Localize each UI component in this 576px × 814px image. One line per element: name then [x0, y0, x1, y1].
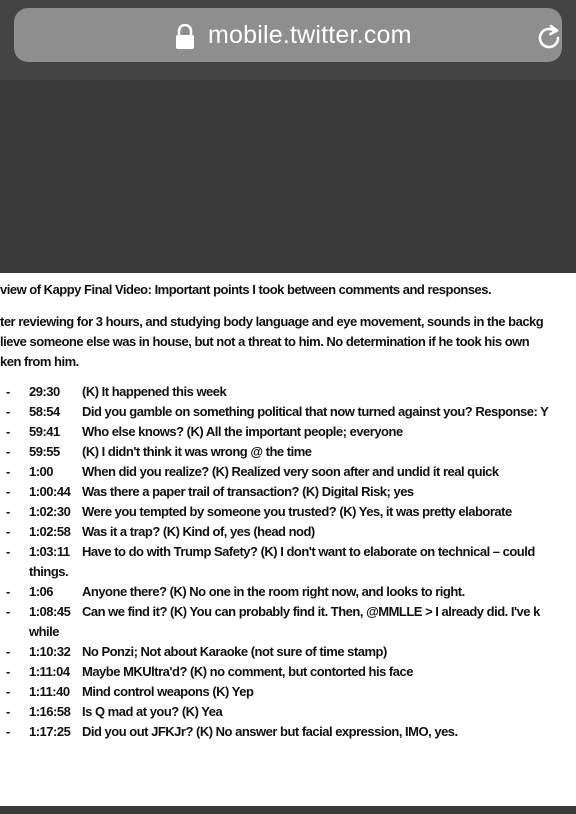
timestamp: 58:54 — [29, 404, 60, 419]
timestamp: 1:11:40 — [29, 684, 70, 699]
entry-continuation: while — [29, 624, 60, 639]
timestamp: 1:02:30 — [29, 504, 71, 519]
intro-line-3: ken from him. — [0, 354, 79, 369]
timestamp: 1:03:11 — [29, 544, 70, 559]
entry-text: Who else knows? (K) All the important people; everyone — [82, 424, 403, 439]
entry-text: (K) I didn't think it was wrong @ the time — [82, 444, 312, 459]
timestamp: 1:00:44 — [29, 484, 71, 499]
lock-icon — [174, 24, 196, 50]
entry-text: Anyone there? (K) No one in the room right now, and looks to right. — [82, 584, 465, 599]
timestamp: 1:00 — [29, 464, 54, 479]
reload-icon[interactable] — [534, 23, 564, 53]
url-text[interactable]: mobile.twitter.com — [208, 21, 412, 49]
entry-text: Is Q mad at you? (K) Yea — [82, 704, 223, 719]
page-header-area — [0, 80, 576, 273]
browser-top-bar — [0, 0, 576, 80]
timestamp: 1:11:04 — [29, 664, 70, 679]
timestamp: 59:55 — [29, 444, 60, 459]
entry-continuation: things. — [29, 564, 69, 579]
intro-line-1: ter reviewing for 3 hours, and studying body language and eye movement, sounds in the backg — [0, 314, 544, 329]
entry-text: Have to do with Trump Safety? (K) I don't want to elaborate on technical – could — [82, 544, 535, 559]
document-image: view of Kappy Final Video: Important points I took between comments and responses. ter reviewing for 3 hours, and studying body language and eye movement, sounds in the backg lieve someone else was in house, but not a threat to him. No determination if he took his own ken from him. - 29:30 (K) It happened this week - 58:54 Did you gamble on something political that now turned against you? Response: Y - 59:41 Who else knows? (K) All the important people; everyone - 59:55 (K) I didn't think it was wrong @ the time - 1:00 When did you realize? (K) Realized very soon after and undid it real quick - 1:00:44 Was there a paper trail of transaction? (K) Digital Risk; yes - 1:02:30 Were you tempted by someone you trusted? (K) Yes, it was pretty elaborate - 1:02:58 Was it a trap? (K) Kind of, yes (head nod) - 1:03:11 Have to do with Trump Safety? (K) I don't want to elaborate on technical – could things. - 1:06 Anyone there? (K) No one in the room right now, and looks to right. - 1:08:45 Can we find it? (K) You can probably find it. Then, @MMLLE > I already did. I've k while - 1:10:32 No Ponzi; Not about Karaoke (not sure of time stamp) - 1:11:04 Maybe MKUltra'd? (K) no comment, but contorted his face - 1:11:40 Mind control weapons (K) Yep - 1:16:58 Is Q mad at you? (K) Yea - 1:17:25 Did you out JFKJr? (K) No answer but facial expression, IMO, yes. — [0, 273, 576, 806]
timestamp: 1:16:58 — [29, 704, 71, 719]
bottom-bar — [0, 806, 576, 814]
entry-text: Did you out JFKJr? (K) No answer but facial expression, IMO, yes. — [82, 724, 458, 739]
entry-text: Mind control weapons (K) Yep — [82, 684, 254, 699]
timestamp: 1:17:25 — [29, 724, 71, 739]
entry-text: Was it a trap? (K) Kind of, yes (head nod) — [82, 524, 315, 539]
entry-text: Maybe MKUltra'd? (K) no comment, but contorted his face — [82, 664, 413, 679]
entry-text: Was there a paper trail of transaction? (K) Digital Risk; yes — [82, 484, 414, 499]
timestamp: 1:02:58 — [29, 524, 71, 539]
entry-text: Were you tempted by someone you trusted? (K) Yes, it was pretty elaborate — [82, 504, 512, 519]
entry-text: No Ponzi; Not about Karaoke (not sure of time stamp) — [82, 644, 387, 659]
timestamp: 29:30 — [29, 384, 60, 399]
timestamp: 59:41 — [29, 424, 60, 439]
timestamp: 1:08:45 — [29, 604, 71, 619]
entry-text: When did you realize? (K) Realized very soon after and undid it real quick — [82, 464, 499, 479]
address-bar[interactable] — [14, 8, 562, 62]
entry-text: Did you gamble on something political that now turned against you? Response: Y — [82, 404, 549, 419]
entry-text: (K) It happened this week — [82, 384, 227, 399]
timestamp: 1:10:32 — [29, 644, 71, 659]
intro-line-2: lieve someone else was in house, but not a threat to him. No determination if he took his own — [0, 334, 530, 349]
document-title: view of Kappy Final Video: Important points I took between comments and responses. — [0, 282, 492, 297]
entry-text: Can we find it? (K) You can probably find it. Then, @MMLLE > I already did. I've k — [82, 604, 540, 619]
timestamp: 1:06 — [29, 584, 54, 599]
